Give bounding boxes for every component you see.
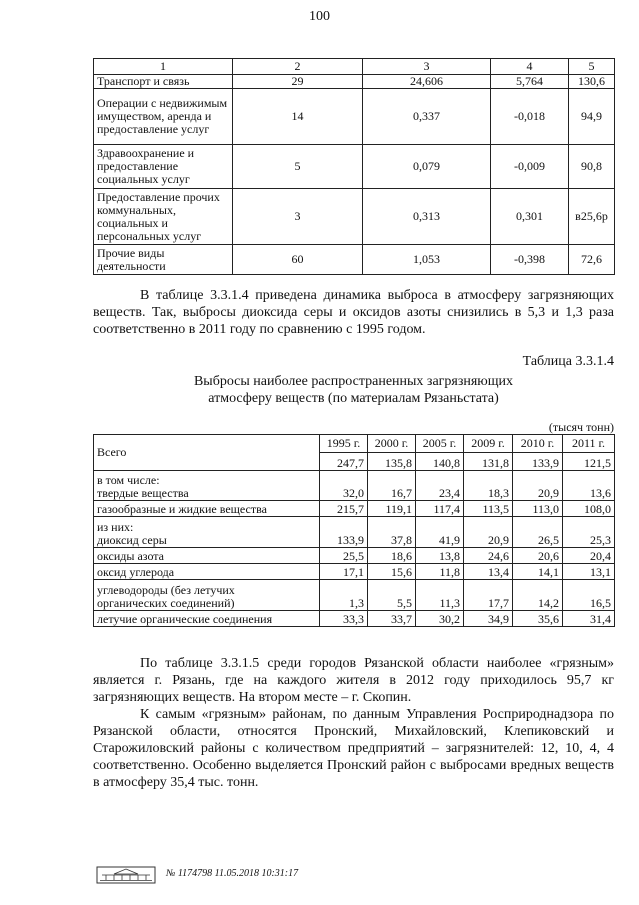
table-cell: 24,606 bbox=[363, 75, 491, 89]
table-cell: 41,9 bbox=[416, 517, 464, 548]
row-label: Здравоохранение и предоставление социальных услуг bbox=[94, 145, 233, 189]
table-cell: 14 bbox=[233, 89, 363, 145]
table-cell: 20,6 bbox=[513, 548, 563, 564]
emissions-by-activity-table bbox=[93, 58, 615, 275]
table-cell: 60 bbox=[233, 245, 363, 275]
table-row bbox=[94, 611, 615, 627]
table-cell: 113,0 bbox=[513, 501, 563, 517]
table-cell: 17,1 bbox=[320, 564, 368, 580]
row-label: Прочие виды деятельности bbox=[94, 245, 233, 275]
year-header: 2011 г. bbox=[563, 435, 615, 453]
table-header-cell: 2 bbox=[233, 59, 363, 75]
table-cell: 33,7 bbox=[368, 611, 416, 627]
paragraph-dynamics: В таблице 3.3.1.4 приведена динамика выброса в атмосферу загрязняющих веществ. Так, выбросы диоксида серы и оксидов азоты снизились в 5,3 и 1,3 раза соответственно в 2011 году по сравнению с 1995 годом. bbox=[93, 288, 614, 337]
table-cell: 32,0 bbox=[320, 471, 368, 501]
table-cell: 33,3 bbox=[320, 611, 368, 627]
building-seal-icon bbox=[96, 866, 156, 884]
table-cell: 130,6 bbox=[569, 75, 615, 89]
row-label: оксиды азота bbox=[94, 548, 320, 564]
table-row bbox=[94, 89, 615, 145]
table-cell: 94,9 bbox=[569, 89, 615, 145]
table-cell: -0,009 bbox=[491, 145, 569, 189]
table-cell: -0,018 bbox=[491, 89, 569, 145]
table-row bbox=[94, 580, 615, 611]
table-row bbox=[94, 75, 615, 89]
table-cell: 34,9 bbox=[464, 611, 513, 627]
table-cell: 14,2 bbox=[513, 580, 563, 611]
table-cell: 13,1 bbox=[563, 564, 615, 580]
row-label-line: в том числе: bbox=[97, 473, 160, 487]
table-cell: 135,8 bbox=[368, 453, 416, 471]
year-header: 2009 г. bbox=[464, 435, 513, 453]
paragraph-districts: К самым «грязным» районам, по данным Управления Росприроднадзора по Рязанской области, относятся Пронский, Михайловский, Клепиковский и Старожиловский районы с количеством предприятий – загрязнителей: 12, 10, 4, 4 соответственно. Особенно выделяется Пронский район с выбросами вредных веществ в атмосферу 35,4 тыс. тонн. bbox=[93, 707, 614, 790]
paragraph-cities: По таблице 3.3.1.5 среди городов Рязанской области наиболее «грязным» является г. Рязань, где на каждого жителя в 2012 году приходилось 95,7 кг загрязняющих веществ. На втором месте – г. Скопин. bbox=[93, 656, 614, 705]
row-label: газообразные и жидкие вещества bbox=[94, 501, 320, 517]
table-cell: 25,5 bbox=[320, 548, 368, 564]
table-cell: 3 bbox=[233, 189, 363, 245]
table-cell: 90,8 bbox=[569, 145, 615, 189]
table-cell: 31,4 bbox=[563, 611, 615, 627]
row-label bbox=[94, 580, 320, 611]
row-label-line: органических соединений) bbox=[97, 596, 235, 610]
table-caption: Таблица 3.3.1.4 bbox=[522, 354, 614, 369]
table-cell: 133,9 bbox=[513, 453, 563, 471]
table-cell: 5 bbox=[233, 145, 363, 189]
row-label: Операции с недвижимым имуществом, аренда и предоставление услуг bbox=[94, 89, 233, 145]
year-header: 2005 г. bbox=[416, 435, 464, 453]
row-label bbox=[94, 471, 320, 501]
table-cell: 35,6 bbox=[513, 611, 563, 627]
table-row bbox=[94, 517, 615, 548]
page-number: 100 bbox=[309, 9, 330, 24]
table-header-row bbox=[94, 59, 615, 75]
table-cell: 14,1 bbox=[513, 564, 563, 580]
row-label: оксид углерода bbox=[94, 564, 320, 580]
total-label: Всего bbox=[94, 435, 320, 471]
table-cell: 0,301 bbox=[491, 189, 569, 245]
table-cell: 108,0 bbox=[563, 501, 615, 517]
table-row bbox=[94, 564, 615, 580]
table-cell: 26,5 bbox=[513, 517, 563, 548]
table-cell: 117,4 bbox=[416, 501, 464, 517]
table-cell: 29 bbox=[233, 75, 363, 89]
table-row bbox=[94, 501, 615, 517]
table-cell: 17,7 bbox=[464, 580, 513, 611]
table-cell: 215,7 bbox=[320, 501, 368, 517]
table-row bbox=[94, 245, 615, 275]
pollutant-emissions-table bbox=[93, 434, 615, 627]
table-row bbox=[94, 145, 615, 189]
table-title-line: атмосферу веществ (по материалам Рязаньстата) bbox=[208, 391, 499, 406]
table-cell: 37,8 bbox=[368, 517, 416, 548]
table-cell: 247,7 bbox=[320, 453, 368, 471]
table-cell: 20,9 bbox=[464, 517, 513, 548]
table-cell: 11,8 bbox=[416, 564, 464, 580]
table-cell: 5,5 bbox=[368, 580, 416, 611]
table-cell: 23,4 bbox=[416, 471, 464, 501]
row-label: Предоставление прочих коммунальных, социальных и персональных услуг bbox=[94, 189, 233, 245]
table-header-cell: 3 bbox=[363, 59, 491, 75]
table-title-line: Выбросы наиболее распространенных загрязняющих bbox=[193, 374, 514, 389]
table-title bbox=[93, 373, 614, 407]
table-header-cell: 1 bbox=[94, 59, 233, 75]
table-cell: 11,3 bbox=[416, 580, 464, 611]
table-cell: 140,8 bbox=[416, 453, 464, 471]
table-row bbox=[94, 471, 615, 501]
table-cell: 72,6 bbox=[569, 245, 615, 275]
table-cell: 5,764 bbox=[491, 75, 569, 89]
table-cell: 131,8 bbox=[464, 453, 513, 471]
table-header-cell: 5 bbox=[569, 59, 615, 75]
table-header-cell: 4 bbox=[491, 59, 569, 75]
table-cell: 119,1 bbox=[368, 501, 416, 517]
table-cell: 13,4 bbox=[464, 564, 513, 580]
table-cell: в25,6р bbox=[569, 189, 615, 245]
year-header: 1995 г. bbox=[320, 435, 368, 453]
row-label bbox=[94, 517, 320, 548]
row-label-line: из них: bbox=[97, 520, 134, 534]
table-cell: 20,4 bbox=[563, 548, 615, 564]
table-cell: 1,053 bbox=[363, 245, 491, 275]
year-header: 2010 г. bbox=[513, 435, 563, 453]
table-cell: 121,5 bbox=[563, 453, 615, 471]
table-cell: 24,6 bbox=[464, 548, 513, 564]
document-footer bbox=[96, 866, 516, 884]
table-row bbox=[94, 548, 615, 564]
table-cell: 15,6 bbox=[368, 564, 416, 580]
table-cell: 13,8 bbox=[416, 548, 464, 564]
table-cell: 0,079 bbox=[363, 145, 491, 189]
table-cell: 30,2 bbox=[416, 611, 464, 627]
year-header: 2000 г. bbox=[368, 435, 416, 453]
table-row bbox=[94, 189, 615, 245]
table-cell: 0,337 bbox=[363, 89, 491, 145]
table-cell: -0,398 bbox=[491, 245, 569, 275]
table-cell: 25,3 bbox=[563, 517, 615, 548]
table-cell: 16,5 bbox=[563, 580, 615, 611]
table-cell: 20,9 bbox=[513, 471, 563, 501]
table-cell: 13,6 bbox=[563, 471, 615, 501]
table-cell: 1,3 bbox=[320, 580, 368, 611]
row-label-line: твердые вещества bbox=[97, 486, 189, 500]
table-cell: 16,7 bbox=[368, 471, 416, 501]
table-cell: 0,313 bbox=[363, 189, 491, 245]
row-label-line: диоксид серы bbox=[97, 533, 167, 547]
table-header-row bbox=[94, 435, 615, 453]
table-cell: 18,6 bbox=[368, 548, 416, 564]
row-label: летучие органические соединения bbox=[94, 611, 320, 627]
row-label: Транспорт и связь bbox=[94, 75, 233, 89]
table-unit: (тысяч тонн) bbox=[548, 420, 614, 434]
table-cell: 18,3 bbox=[464, 471, 513, 501]
table-cell: 133,9 bbox=[320, 517, 368, 548]
row-label-line: углеводороды (без летучих bbox=[97, 583, 235, 597]
registration-stamp: № 1174798 11.05.2018 10:31:17 bbox=[166, 868, 299, 879]
table-cell: 113,5 bbox=[464, 501, 513, 517]
